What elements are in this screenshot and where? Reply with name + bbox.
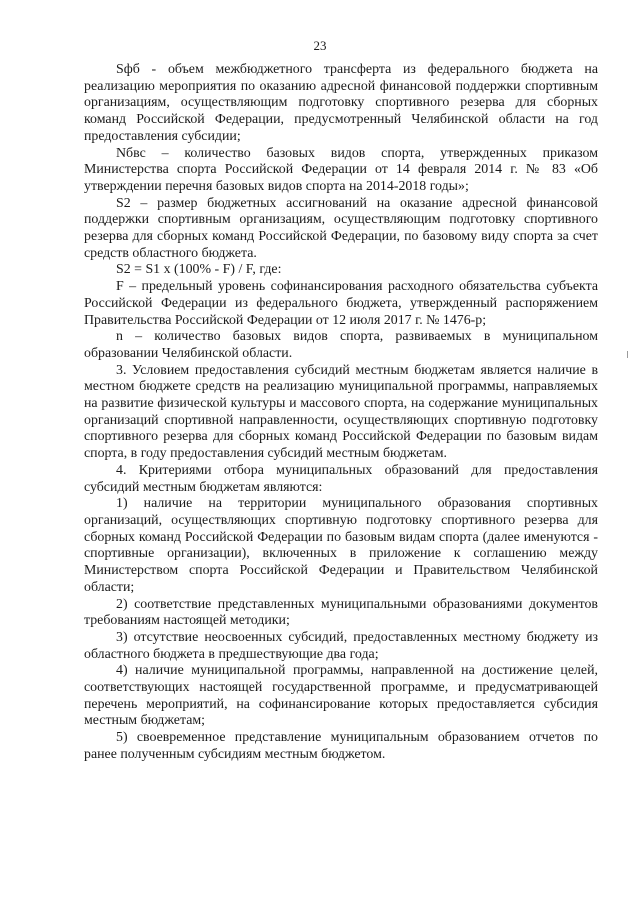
paragraph-s2-formula: S2 = S1 x (100% - F) / F, где: (116, 262, 282, 278)
paragraph-criterion-3: 3) отсутствие неосвоенных субсидий, предоставленных местному бюджету из областного бюджета в предшествующие два года; (84, 629, 598, 662)
page-number: 23 (313, 38, 327, 53)
paragraph-s2-definition: S2 – размер бюджетных ассигнований на оказание адресной финансовой поддержки спортивным организациям, осуществляющим подготовку спортивного резерва для сборных команд Российской Федерации, по базовому виду спорта за счет средств областного бюджета. (84, 195, 598, 261)
paragraph-criterion-2: 2) соответствие представленных муниципальными образованиями документов требованиям настоящей методики; (84, 596, 598, 629)
paragraph-n-definition: n – количество базовых видов спорта, развиваемых в муниципальном образовании Челябинской области. (84, 329, 598, 361)
paragraph-clause-3: 3. Условием предоставления субсидий местным бюджетам является наличие в местном бюджете средств на реализацию муниципальной программы, направляемых на развитие физической культуры и массового спорта, на содержание муниципальных организаций спортивной направленности, осуществляющих спортивную подготовку спортивного резерва для сборных команд Российской Федерации по базовым видам спорта, в году предоставления субсидий местным бюджетам. (84, 362, 598, 462)
paragraph-clause-4: 4. Критериями отбора муниципальных образований для предоставления субсидий местным бюджетам являются: (84, 462, 598, 495)
paragraph-sfb-definition: Sфб - объем межбюджетного трансферта из федерального бюджета на реализацию мероприятия по оказанию адресной финансовой поддержки спортивным организациям, осуществляющим подготовку спортивного резерва для сборных команд Российской Федерации, предусмотренный Челябинской области на год предоставления субсидии; (84, 62, 598, 144)
scan-margin-mark (627, 351, 628, 358)
paragraph-f-definition: F – предельный уровень софинансирования расходного обязательства субъекта Российской Федерации из федерального бюджета, утвержденный распоряжением Правительства Российской Федерации от 12 июля 2017 г. № 1476-р; (84, 279, 598, 328)
paragraph-nbvs-definition: Nбвс – количество базовых видов спорта, утвержденных приказом Министерства спорта Российской Федерации от 14 февраля 2014 г. № 83 «Об утверждении перечня базовых видов спорта на 2014-2018 годы»; (84, 145, 598, 194)
paragraph-criterion-4: 4) наличие муниципальной программы, направленной на достижение целей, соответствующих настоящей государственной программе, и предусматривающей перечень мероприятий, на софинансирование которых предоставляется субсидия местным бюджетам; (84, 663, 598, 729)
paragraph-criterion-5: 5) своевременное представление муниципальным образованием отчетов по ранее полученным субсидиям местным бюджетом. (84, 730, 598, 762)
paragraph-criterion-1: 1) наличие на территории муниципального образования спортивных организаций, осуществляющих спортивную подготовку спортивного резерва для сборных команд Российской Федерации по базовым видам спорта (далее именуются - спортивные организации), включенных в приложение к соглашению между Министерством спорта Российской Федерации и Правительством Челябинской области; (84, 496, 598, 595)
document-body (84, 62, 598, 764)
